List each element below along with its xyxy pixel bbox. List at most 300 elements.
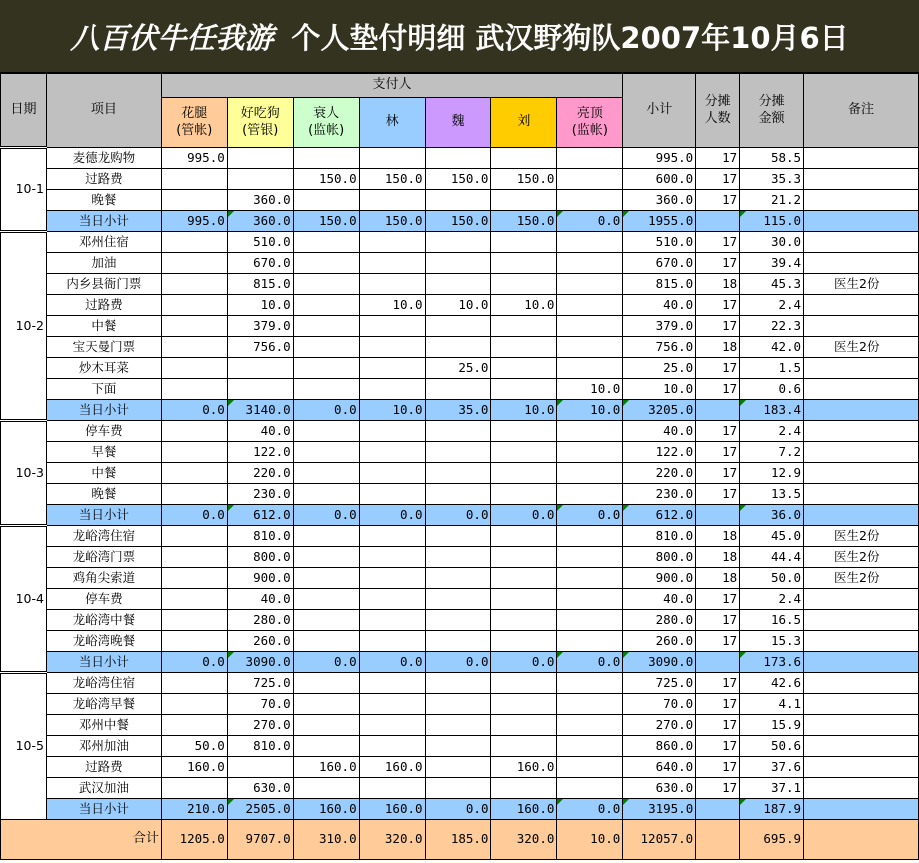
- cell-item[interactable]: 邓州住宿: [46, 232, 161, 253]
- cell-payer-yuan[interactable]: [293, 316, 359, 337]
- cell-payer-lin[interactable]: [359, 337, 425, 358]
- cell-payer-lin[interactable]: [359, 589, 425, 610]
- cell-note[interactable]: [804, 589, 919, 610]
- cell-item[interactable]: 当日小计: [46, 400, 161, 421]
- cell-payer-hao[interactable]: 230.0: [227, 484, 293, 505]
- cell-note[interactable]: 医生2份: [804, 337, 919, 358]
- cell-count[interactable]: [696, 652, 740, 673]
- cell-payer-lin[interactable]: [359, 253, 425, 274]
- cell-payer-liu[interactable]: [491, 589, 557, 610]
- cell-payer-yuan[interactable]: [293, 253, 359, 274]
- cell-payer-wei[interactable]: 0.0: [425, 652, 491, 673]
- cell-payer-lin[interactable]: 160.0: [359, 757, 425, 778]
- cell-payer-lin[interactable]: [359, 526, 425, 547]
- cell-total-payer-lin[interactable]: 320.0: [359, 820, 425, 860]
- cell-payer-hua[interactable]: 995.0: [161, 211, 227, 232]
- cell-note[interactable]: [804, 652, 919, 673]
- cell-count[interactable]: 17: [696, 421, 740, 442]
- cell-note[interactable]: [804, 358, 919, 379]
- cell-item[interactable]: 内乡县衙门票: [46, 274, 161, 295]
- header-payer-hao[interactable]: 好吃狗 (管银): [227, 98, 293, 148]
- cell-item[interactable]: 中餐: [46, 316, 161, 337]
- cell-count[interactable]: 18: [696, 547, 740, 568]
- cell-subtotal[interactable]: 280.0: [623, 610, 696, 631]
- cell-payer-hua[interactable]: [161, 715, 227, 736]
- cell-note[interactable]: 医生2份: [804, 526, 919, 547]
- cell-payer-yuan[interactable]: [293, 463, 359, 484]
- cell-payer-liu[interactable]: [491, 568, 557, 589]
- cell-payer-hao[interactable]: 280.0: [227, 610, 293, 631]
- cell-payer-hao[interactable]: 379.0: [227, 316, 293, 337]
- cell-note[interactable]: [804, 442, 919, 463]
- cell-share[interactable]: 45.0: [740, 526, 804, 547]
- cell-total-share[interactable]: 695.9: [740, 820, 804, 860]
- cell-payer-yuan[interactable]: [293, 337, 359, 358]
- cell-payer-hao[interactable]: 260.0: [227, 631, 293, 652]
- cell-payer-liu[interactable]: 10.0: [491, 400, 557, 421]
- cell-payer-hua[interactable]: [161, 379, 227, 400]
- cell-note[interactable]: [804, 316, 919, 337]
- cell-payer-liang[interactable]: [557, 673, 623, 694]
- cell-share[interactable]: 183.4: [740, 400, 804, 421]
- cell-payer-wei[interactable]: [425, 736, 491, 757]
- cell-payer-liu[interactable]: [491, 547, 557, 568]
- cell-share[interactable]: 1.5: [740, 358, 804, 379]
- cell-share[interactable]: 35.3: [740, 169, 804, 190]
- cell-total-count[interactable]: [696, 820, 740, 860]
- cell-share[interactable]: 30.0: [740, 232, 804, 253]
- cell-subtotal[interactable]: 3090.0: [623, 652, 696, 673]
- cell-payer-liu[interactable]: [491, 148, 557, 169]
- cell-payer-lin[interactable]: [359, 232, 425, 253]
- cell-payer-liang[interactable]: [557, 358, 623, 379]
- cell-payer-hao[interactable]: 815.0: [227, 274, 293, 295]
- cell-share[interactable]: 7.2: [740, 442, 804, 463]
- cell-payer-liu[interactable]: [491, 337, 557, 358]
- cell-payer-yuan[interactable]: [293, 484, 359, 505]
- cell-total-payer-liang[interactable]: 10.0: [557, 820, 623, 860]
- cell-payer-wei[interactable]: [425, 148, 491, 169]
- cell-payer-wei[interactable]: [425, 190, 491, 211]
- cell-payer-liang[interactable]: [557, 484, 623, 505]
- cell-share[interactable]: 2.4: [740, 295, 804, 316]
- cell-payer-hao[interactable]: 725.0: [227, 673, 293, 694]
- cell-subtotal[interactable]: 640.0: [623, 757, 696, 778]
- cell-item[interactable]: 宝天曼门票: [46, 337, 161, 358]
- cell-payer-lin[interactable]: 160.0: [359, 799, 425, 820]
- cell-subtotal[interactable]: 725.0: [623, 673, 696, 694]
- cell-payer-yuan[interactable]: 150.0: [293, 169, 359, 190]
- cell-payer-liu[interactable]: [491, 673, 557, 694]
- cell-payer-liang[interactable]: [557, 463, 623, 484]
- cell-payer-liang[interactable]: [557, 610, 623, 631]
- cell-payer-liang[interactable]: [557, 148, 623, 169]
- cell-total-payer-wei[interactable]: 185.0: [425, 820, 491, 860]
- cell-count[interactable]: 17: [696, 610, 740, 631]
- cell-share[interactable]: 173.6: [740, 652, 804, 673]
- cell-share[interactable]: 2.4: [740, 421, 804, 442]
- cell-payer-hua[interactable]: [161, 190, 227, 211]
- cell-payer-liu[interactable]: [491, 631, 557, 652]
- cell-note[interactable]: 医生2份: [804, 547, 919, 568]
- cell-payer-hao[interactable]: 3140.0: [227, 400, 293, 421]
- cell-payer-hao[interactable]: 800.0: [227, 547, 293, 568]
- cell-payer-liang[interactable]: [557, 253, 623, 274]
- cell-payer-hao[interactable]: [227, 358, 293, 379]
- cell-note[interactable]: [804, 400, 919, 421]
- cell-payer-hao[interactable]: 612.0: [227, 505, 293, 526]
- cell-payer-wei[interactable]: [425, 778, 491, 799]
- cell-note[interactable]: [804, 211, 919, 232]
- cell-total-payer-hao[interactable]: 9707.0: [227, 820, 293, 860]
- cell-payer-lin[interactable]: 150.0: [359, 211, 425, 232]
- cell-payer-liang[interactable]: [557, 631, 623, 652]
- cell-payer-yuan[interactable]: [293, 358, 359, 379]
- cell-count[interactable]: 17: [696, 190, 740, 211]
- cell-note[interactable]: [804, 190, 919, 211]
- cell-payer-lin[interactable]: [359, 673, 425, 694]
- cell-note[interactable]: [804, 169, 919, 190]
- cell-note[interactable]: [804, 253, 919, 274]
- cell-payer-hao[interactable]: 122.0: [227, 442, 293, 463]
- cell-count[interactable]: [696, 211, 740, 232]
- cell-payer-hua[interactable]: [161, 442, 227, 463]
- cell-note[interactable]: [804, 778, 919, 799]
- header-payer-liu[interactable]: 刘: [491, 98, 557, 148]
- cell-payer-yuan[interactable]: 150.0: [293, 211, 359, 232]
- cell-subtotal[interactable]: 800.0: [623, 547, 696, 568]
- cell-item[interactable]: 龙峪湾中餐: [46, 610, 161, 631]
- cell-share[interactable]: 4.1: [740, 694, 804, 715]
- cell-payer-hua[interactable]: 0.0: [161, 652, 227, 673]
- cell-payer-liang[interactable]: [557, 694, 623, 715]
- cell-total-payer-liu[interactable]: 320.0: [491, 820, 557, 860]
- cell-share[interactable]: 13.5: [740, 484, 804, 505]
- cell-payer-hua[interactable]: 0.0: [161, 400, 227, 421]
- cell-payer-wei[interactable]: 0.0: [425, 799, 491, 820]
- cell-subtotal[interactable]: 1955.0: [623, 211, 696, 232]
- cell-payer-wei[interactable]: [425, 568, 491, 589]
- cell-item[interactable]: 龙峪湾早餐: [46, 694, 161, 715]
- cell-payer-hua[interactable]: [161, 778, 227, 799]
- cell-payer-liu[interactable]: [491, 253, 557, 274]
- cell-payer-wei[interactable]: [425, 610, 491, 631]
- cell-share[interactable]: 42.6: [740, 673, 804, 694]
- cell-payer-liu[interactable]: [491, 610, 557, 631]
- cell-payer-yuan[interactable]: [293, 442, 359, 463]
- cell-payer-wei[interactable]: [425, 274, 491, 295]
- cell-payer-hao[interactable]: 40.0: [227, 421, 293, 442]
- cell-payer-yuan[interactable]: [293, 421, 359, 442]
- cell-payer-liu[interactable]: [491, 379, 557, 400]
- cell-payer-liang[interactable]: [557, 274, 623, 295]
- cell-subtotal[interactable]: 810.0: [623, 526, 696, 547]
- cell-payer-hao[interactable]: 40.0: [227, 589, 293, 610]
- cell-payer-liu[interactable]: 150.0: [491, 211, 557, 232]
- cell-payer-yuan[interactable]: 160.0: [293, 757, 359, 778]
- header-subtotal[interactable]: 小计: [623, 74, 696, 148]
- cell-payer-lin[interactable]: [359, 547, 425, 568]
- cell-count[interactable]: 17: [696, 379, 740, 400]
- cell-item[interactable]: 下面: [46, 379, 161, 400]
- cell-payer-hao[interactable]: 810.0: [227, 736, 293, 757]
- cell-payer-hua[interactable]: [161, 631, 227, 652]
- cell-payer-hao[interactable]: 810.0: [227, 526, 293, 547]
- cell-payer-lin[interactable]: 0.0: [359, 505, 425, 526]
- cell-payer-wei[interactable]: [425, 631, 491, 652]
- cell-payer-hao[interactable]: 220.0: [227, 463, 293, 484]
- cell-count[interactable]: 17: [696, 778, 740, 799]
- cell-share[interactable]: 50.6: [740, 736, 804, 757]
- cell-payer-wei[interactable]: [425, 442, 491, 463]
- cell-item[interactable]: 停车费: [46, 589, 161, 610]
- cell-item[interactable]: 早餐: [46, 442, 161, 463]
- header-payers[interactable]: 支付人: [161, 74, 622, 98]
- cell-payer-liang[interactable]: [557, 232, 623, 253]
- cell-item[interactable]: 过路费: [46, 169, 161, 190]
- cell-payer-liang[interactable]: [557, 295, 623, 316]
- cell-count[interactable]: 17: [696, 253, 740, 274]
- cell-payer-lin[interactable]: [359, 358, 425, 379]
- cell-total-payer-hua[interactable]: 1205.0: [161, 820, 227, 860]
- cell-payer-liu[interactable]: [491, 232, 557, 253]
- cell-payer-yuan[interactable]: 0.0: [293, 652, 359, 673]
- cell-note[interactable]: [804, 631, 919, 652]
- cell-payer-hua[interactable]: [161, 610, 227, 631]
- cell-item[interactable]: 晚餐: [46, 484, 161, 505]
- cell-payer-hao[interactable]: 3090.0: [227, 652, 293, 673]
- cell-count[interactable]: [696, 799, 740, 820]
- header-payer-lin[interactable]: 林: [359, 98, 425, 148]
- cell-share[interactable]: 50.0: [740, 568, 804, 589]
- cell-count[interactable]: 18: [696, 274, 740, 295]
- cell-payer-wei[interactable]: [425, 463, 491, 484]
- cell-payer-liu[interactable]: [491, 442, 557, 463]
- cell-item[interactable]: 邓州中餐: [46, 715, 161, 736]
- cell-payer-wei[interactable]: 25.0: [425, 358, 491, 379]
- cell-payer-liang[interactable]: 10.0: [557, 400, 623, 421]
- cell-payer-yuan[interactable]: [293, 526, 359, 547]
- cell-item[interactable]: 当日小计: [46, 652, 161, 673]
- cell-payer-hao[interactable]: [227, 169, 293, 190]
- cell-share[interactable]: 37.1: [740, 778, 804, 799]
- cell-payer-yuan[interactable]: [293, 694, 359, 715]
- cell-payer-lin[interactable]: [359, 379, 425, 400]
- cell-payer-liu[interactable]: [491, 421, 557, 442]
- cell-payer-liang[interactable]: [557, 715, 623, 736]
- cell-share[interactable]: 15.9: [740, 715, 804, 736]
- cell-payer-yuan[interactable]: [293, 547, 359, 568]
- cell-count[interactable]: 18: [696, 526, 740, 547]
- cell-subtotal[interactable]: 379.0: [623, 316, 696, 337]
- cell-payer-liang[interactable]: 0.0: [557, 211, 623, 232]
- cell-note[interactable]: [804, 463, 919, 484]
- cell-subtotal[interactable]: 756.0: [623, 337, 696, 358]
- cell-subtotal[interactable]: 510.0: [623, 232, 696, 253]
- cell-payer-liu[interactable]: 160.0: [491, 757, 557, 778]
- cell-count[interactable]: 17: [696, 484, 740, 505]
- cell-note[interactable]: [804, 736, 919, 757]
- cell-share[interactable]: 22.3: [740, 316, 804, 337]
- cell-date[interactable]: 10-1: [1, 148, 47, 232]
- cell-subtotal[interactable]: 40.0: [623, 295, 696, 316]
- cell-count[interactable]: 17: [696, 463, 740, 484]
- cell-item[interactable]: 中餐: [46, 463, 161, 484]
- cell-payer-yuan[interactable]: [293, 736, 359, 757]
- cell-payer-yuan[interactable]: [293, 232, 359, 253]
- cell-payer-wei[interactable]: [425, 526, 491, 547]
- cell-payer-wei[interactable]: 35.0: [425, 400, 491, 421]
- cell-payer-lin[interactable]: 0.0: [359, 652, 425, 673]
- cell-count[interactable]: 17: [696, 358, 740, 379]
- cell-payer-hua[interactable]: [161, 694, 227, 715]
- cell-payer-liang[interactable]: [557, 190, 623, 211]
- cell-item[interactable]: 麦德龙购物: [46, 148, 161, 169]
- header-count[interactable]: 分摊 人数: [696, 74, 740, 148]
- cell-payer-liang[interactable]: [557, 337, 623, 358]
- cell-total-subtotal[interactable]: 12057.0: [623, 820, 696, 860]
- cell-payer-liu[interactable]: [491, 463, 557, 484]
- cell-total-label[interactable]: 合计: [1, 820, 162, 860]
- cell-payer-hua[interactable]: [161, 673, 227, 694]
- cell-note[interactable]: 医生2份: [804, 568, 919, 589]
- cell-payer-wei[interactable]: [425, 757, 491, 778]
- cell-subtotal[interactable]: 3195.0: [623, 799, 696, 820]
- cell-payer-lin[interactable]: [359, 715, 425, 736]
- cell-payer-liang[interactable]: [557, 547, 623, 568]
- cell-payer-lin[interactable]: [359, 484, 425, 505]
- cell-payer-liu[interactable]: [491, 316, 557, 337]
- cell-note[interactable]: [804, 484, 919, 505]
- cell-payer-lin[interactable]: [359, 610, 425, 631]
- cell-share[interactable]: 0.6: [740, 379, 804, 400]
- cell-count[interactable]: 17: [696, 148, 740, 169]
- cell-payer-lin[interactable]: 10.0: [359, 295, 425, 316]
- header-payer-liang[interactable]: 亮顶 (监帐): [557, 98, 623, 148]
- cell-payer-hua[interactable]: [161, 274, 227, 295]
- cell-payer-lin[interactable]: [359, 631, 425, 652]
- cell-share[interactable]: 44.4: [740, 547, 804, 568]
- cell-payer-wei[interactable]: [425, 715, 491, 736]
- cell-note[interactable]: 医生2份: [804, 274, 919, 295]
- cell-share[interactable]: 58.5: [740, 148, 804, 169]
- cell-payer-wei[interactable]: [425, 673, 491, 694]
- cell-payer-yuan[interactable]: [293, 673, 359, 694]
- cell-count[interactable]: 17: [696, 169, 740, 190]
- cell-note[interactable]: [804, 715, 919, 736]
- cell-payer-hao[interactable]: [227, 379, 293, 400]
- cell-payer-lin[interactable]: [359, 274, 425, 295]
- cell-payer-hao[interactable]: 510.0: [227, 232, 293, 253]
- cell-payer-liu[interactable]: [491, 715, 557, 736]
- cell-item[interactable]: 鸡角尖索道: [46, 568, 161, 589]
- cell-count[interactable]: [696, 505, 740, 526]
- cell-payer-hao[interactable]: [227, 148, 293, 169]
- cell-payer-lin[interactable]: [359, 568, 425, 589]
- cell-payer-liang[interactable]: [557, 526, 623, 547]
- cell-payer-liang[interactable]: 0.0: [557, 652, 623, 673]
- cell-note[interactable]: [804, 295, 919, 316]
- cell-item[interactable]: 龙峪湾住宿: [46, 673, 161, 694]
- cell-payer-wei[interactable]: 150.0: [425, 211, 491, 232]
- cell-payer-hua[interactable]: [161, 232, 227, 253]
- cell-payer-yuan[interactable]: [293, 589, 359, 610]
- cell-count[interactable]: 17: [696, 631, 740, 652]
- cell-share[interactable]: 42.0: [740, 337, 804, 358]
- cell-count[interactable]: 17: [696, 736, 740, 757]
- cell-payer-liang[interactable]: [557, 778, 623, 799]
- cell-payer-hao[interactable]: 360.0: [227, 211, 293, 232]
- cell-total-payer-yuan[interactable]: 310.0: [293, 820, 359, 860]
- cell-subtotal[interactable]: 70.0: [623, 694, 696, 715]
- cell-note[interactable]: [804, 610, 919, 631]
- cell-payer-liang[interactable]: [557, 169, 623, 190]
- cell-payer-lin[interactable]: [359, 442, 425, 463]
- cell-subtotal[interactable]: 670.0: [623, 253, 696, 274]
- cell-payer-lin[interactable]: [359, 694, 425, 715]
- header-payer-yuan[interactable]: 衰人 (监帐): [293, 98, 359, 148]
- cell-subtotal[interactable]: 360.0: [623, 190, 696, 211]
- cell-share[interactable]: 2.4: [740, 589, 804, 610]
- cell-payer-wei[interactable]: [425, 589, 491, 610]
- cell-payer-yuan[interactable]: [293, 715, 359, 736]
- cell-payer-liang[interactable]: 0.0: [557, 799, 623, 820]
- cell-payer-liu[interactable]: 160.0: [491, 799, 557, 820]
- cell-payer-hao[interactable]: 10.0: [227, 295, 293, 316]
- cell-share[interactable]: 21.2: [740, 190, 804, 211]
- cell-payer-liu[interactable]: [491, 484, 557, 505]
- cell-payer-wei[interactable]: [425, 316, 491, 337]
- cell-note[interactable]: [804, 694, 919, 715]
- cell-subtotal[interactable]: 270.0: [623, 715, 696, 736]
- cell-share[interactable]: 36.0: [740, 505, 804, 526]
- cell-payer-wei[interactable]: [425, 379, 491, 400]
- cell-payer-yuan[interactable]: [293, 148, 359, 169]
- cell-payer-yuan[interactable]: 0.0: [293, 400, 359, 421]
- cell-payer-hao[interactable]: 70.0: [227, 694, 293, 715]
- cell-payer-wei[interactable]: 10.0: [425, 295, 491, 316]
- cell-payer-yuan[interactable]: 0.0: [293, 505, 359, 526]
- cell-share[interactable]: 16.5: [740, 610, 804, 631]
- cell-share[interactable]: 37.6: [740, 757, 804, 778]
- cell-share[interactable]: 115.0: [740, 211, 804, 232]
- cell-payer-lin[interactable]: [359, 148, 425, 169]
- cell-note[interactable]: [804, 148, 919, 169]
- cell-payer-hao[interactable]: 2505.0: [227, 799, 293, 820]
- cell-payer-liang[interactable]: 10.0: [557, 379, 623, 400]
- cell-payer-liang[interactable]: 0.0: [557, 505, 623, 526]
- cell-count[interactable]: 17: [696, 757, 740, 778]
- cell-share[interactable]: 45.3: [740, 274, 804, 295]
- cell-payer-liu[interactable]: [491, 274, 557, 295]
- cell-payer-hua[interactable]: [161, 295, 227, 316]
- cell-payer-yuan[interactable]: 160.0: [293, 799, 359, 820]
- cell-share[interactable]: 39.4: [740, 253, 804, 274]
- cell-payer-wei[interactable]: [425, 694, 491, 715]
- cell-payer-hua[interactable]: 0.0: [161, 505, 227, 526]
- cell-total-note[interactable]: [804, 820, 919, 860]
- cell-count[interactable]: 18: [696, 337, 740, 358]
- cell-payer-hao[interactable]: 670.0: [227, 253, 293, 274]
- cell-subtotal[interactable]: 612.0: [623, 505, 696, 526]
- cell-note[interactable]: [804, 505, 919, 526]
- cell-subtotal[interactable]: 600.0: [623, 169, 696, 190]
- header-payer-wei[interactable]: 魏: [425, 98, 491, 148]
- cell-payer-liang[interactable]: [557, 757, 623, 778]
- cell-date[interactable]: 10-2: [1, 232, 47, 421]
- header-item[interactable]: 项目: [46, 74, 161, 148]
- cell-subtotal[interactable]: 40.0: [623, 421, 696, 442]
